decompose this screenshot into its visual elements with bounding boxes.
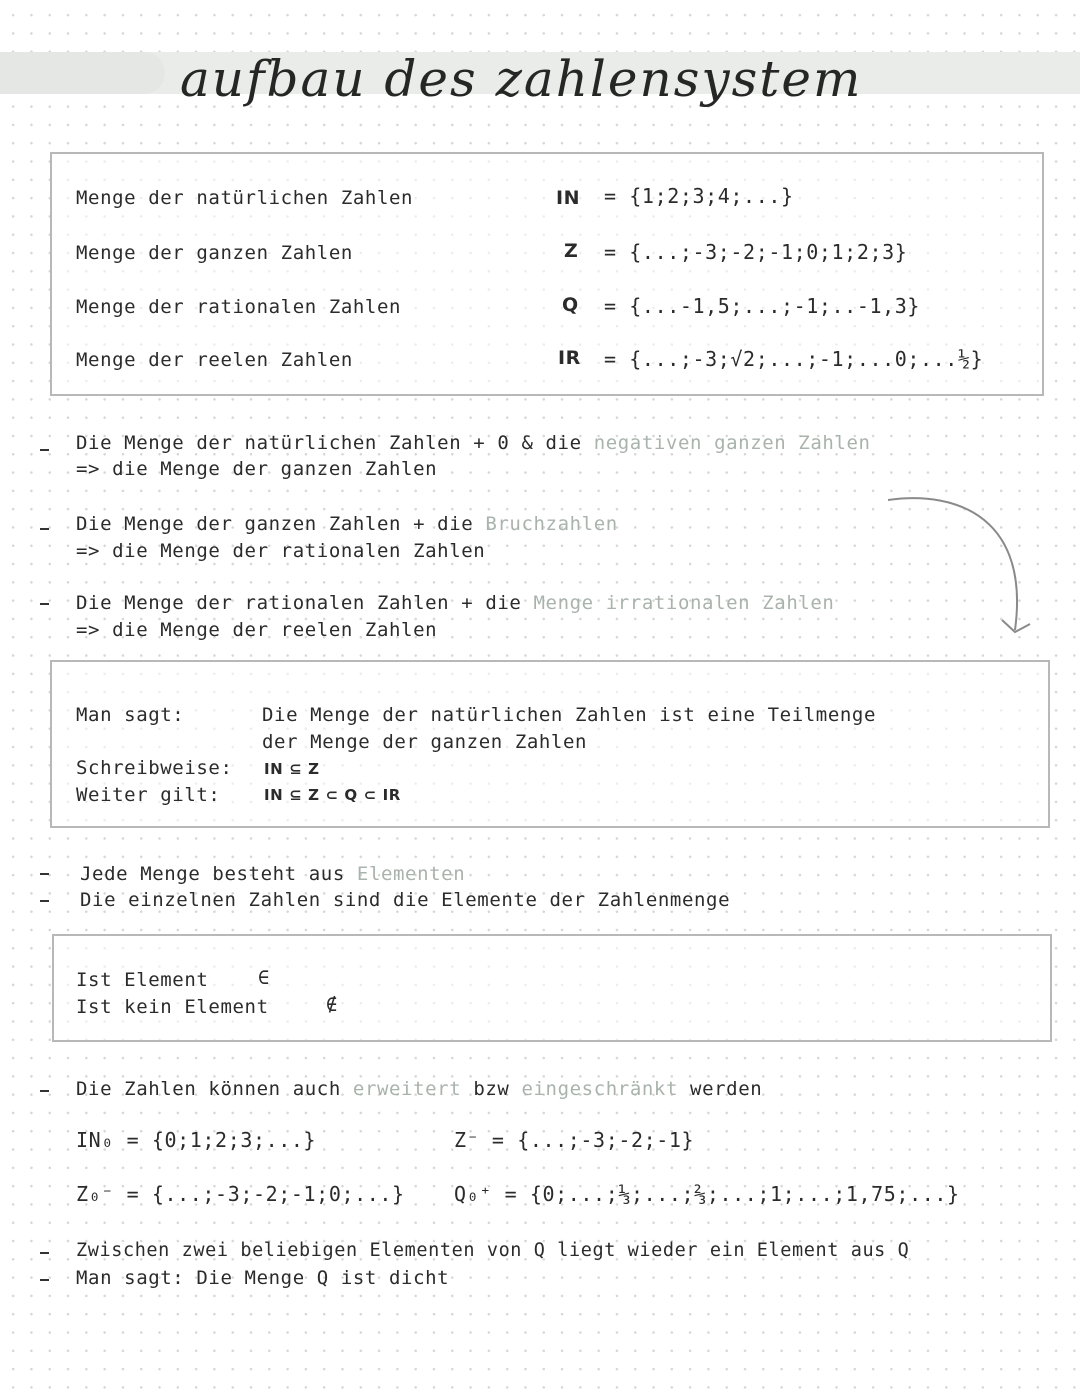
not-element-symbol: ∉ bbox=[326, 994, 339, 1016]
extended-highlight-1: erweitert bbox=[352, 1078, 462, 1100]
statement-2-line-1 bbox=[76, 513, 618, 535]
bullet bbox=[40, 449, 49, 451]
weiter-gilt-label: Weiter gilt: bbox=[76, 784, 221, 806]
man-sagt-line-1: Die Menge der natürlichen Zahlen ist eine Teilmenge bbox=[262, 704, 876, 726]
man-sagt-label: Man sagt: bbox=[76, 704, 185, 726]
statement-1-line-2: => die Menge der ganzen Zahlen bbox=[76, 458, 438, 480]
set-symbol-real: IR bbox=[558, 347, 581, 369]
weiter-gilt-value: IN ⊆ Z ⊂ Q ⊂ IR bbox=[264, 786, 401, 804]
not-element-label: Ist kein Element bbox=[76, 996, 269, 1018]
set-definition-natural: = {1;2;3;4;...} bbox=[604, 184, 794, 208]
statement-1-line-1 bbox=[76, 432, 871, 454]
set-z-minus: Z⁻ = {...;-3;-2;-1} bbox=[454, 1128, 695, 1152]
bullet bbox=[40, 1279, 49, 1281]
set-symbol-integer: Z bbox=[564, 240, 579, 262]
statement-3-line-2: => die Menge der reelen Zahlen bbox=[76, 619, 438, 641]
statement-3-line-1 bbox=[76, 592, 834, 614]
set-label-real: Menge der reelen Zahlen bbox=[76, 349, 353, 371]
extended-suffix: werden bbox=[690, 1078, 763, 1100]
set-symbol-natural: IN bbox=[556, 187, 581, 209]
statement-1-text: Die Menge der natürlichen Zahlen + 0 & die bbox=[76, 432, 582, 454]
bullet bbox=[40, 603, 49, 605]
set-definition-rational: = {...-1,5;...;-1;..-1,3} bbox=[604, 294, 921, 318]
is-element-label: Ist Element bbox=[76, 969, 209, 991]
set-symbol-rational: Q bbox=[562, 294, 579, 316]
elements-highlight: Elementen bbox=[356, 863, 466, 885]
page-title: aufbau des zahlensystem bbox=[180, 50, 863, 108]
bullet bbox=[40, 900, 49, 902]
set-definition-integer: = {...;-3;-2;-1;0;1;2;3} bbox=[604, 240, 908, 264]
set-q0-plus: Q₀⁺ = {0;...;⅓;...;⅔;...;1;...;1,75;...} bbox=[454, 1182, 960, 1206]
set-label-integer: Menge der ganzen Zahlen bbox=[76, 242, 353, 264]
bullet bbox=[40, 1090, 49, 1092]
set-label-rational: Menge der rationalen Zahlen bbox=[76, 296, 402, 318]
statement-3-highlight: Menge irrationalen Zahlen bbox=[533, 592, 835, 614]
extended-middle: bzw bbox=[473, 1078, 510, 1100]
extended-line bbox=[76, 1078, 762, 1100]
bullet bbox=[40, 873, 49, 875]
curved-arrow-icon bbox=[880, 490, 1040, 650]
set-definition-real: = {...;-3;√2;...;-1;...0;...½} bbox=[604, 347, 984, 371]
title-banner-cap bbox=[0, 52, 165, 94]
set-label-natural: Menge der natürlichen Zahlen bbox=[76, 187, 414, 209]
schreibweise-value: IN ⊆ Z bbox=[264, 760, 320, 778]
extended-highlight-2: eingeschränkt bbox=[521, 1078, 678, 1100]
elements-prefix: Jede Menge besteht aus bbox=[80, 863, 345, 885]
statement-2-line-2: => die Menge der rationalen Zahlen bbox=[76, 540, 486, 562]
statement-1-highlight: negativen ganzen Zahlen bbox=[593, 432, 871, 454]
statement-2-highlight: Bruchzahlen bbox=[485, 513, 618, 535]
elements-line-2: Die einzelnen Zahlen sind die Elemente der Zahlenmenge bbox=[80, 889, 731, 911]
elements-line-1 bbox=[80, 863, 465, 885]
dense-line-1: Zwischen zwei beliebigen Elementen von Q liegt wieder ein Element aus Q bbox=[76, 1240, 910, 1261]
statement-2-text: Die Menge der ganzen Zahlen + die bbox=[76, 513, 474, 535]
bullet bbox=[40, 528, 49, 530]
dense-line-2: Man sagt: Die Menge Q ist dicht bbox=[76, 1267, 450, 1289]
is-element-symbol: ∈ bbox=[258, 967, 271, 989]
set-z0-minus: Z₀⁻ = {...;-3;-2;-1;0;...} bbox=[76, 1182, 405, 1206]
statement-3-text: Die Menge der rationalen Zahlen + die bbox=[76, 592, 522, 614]
schreibweise-label: Schreibweise: bbox=[76, 757, 233, 779]
set-n0: IN₀ = {0;1;2;3;...} bbox=[76, 1128, 317, 1152]
extended-prefix: Die Zahlen können auch bbox=[76, 1078, 341, 1100]
bullet bbox=[40, 1252, 49, 1254]
man-sagt-line-2: der Menge der ganzen Zahlen bbox=[262, 731, 588, 753]
